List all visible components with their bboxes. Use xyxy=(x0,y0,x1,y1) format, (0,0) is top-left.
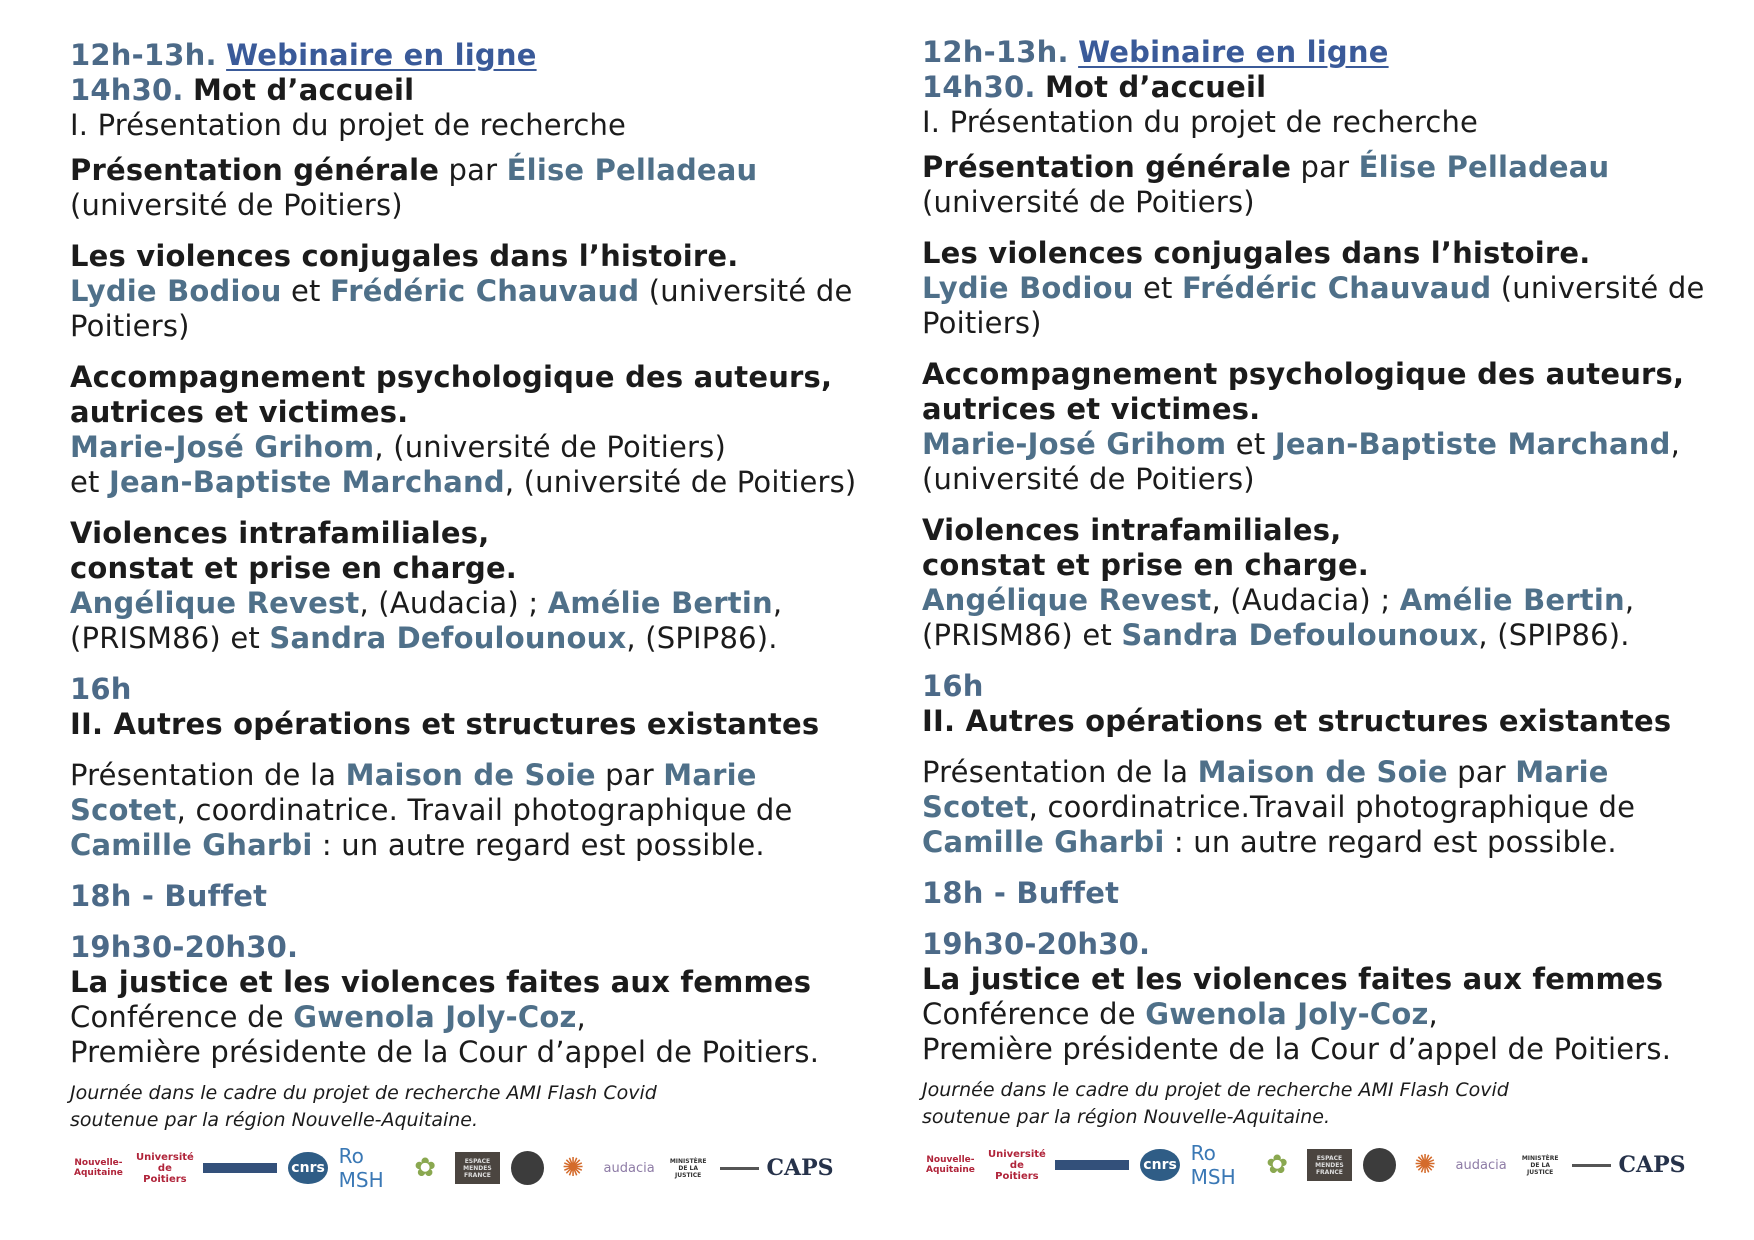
welcome-time: 14h30. xyxy=(70,73,184,107)
partner-logo-line xyxy=(1572,1164,1611,1167)
violence-talk-title: Violences intrafamiliales, xyxy=(70,516,490,550)
affiliation: (université de Poitiers) xyxy=(70,188,403,222)
par-text: par xyxy=(1300,150,1350,184)
photo-text: : un autre regard est possible. xyxy=(312,828,765,862)
university-logo: Université de Poitiers xyxy=(135,1151,194,1185)
speaker-name: Sandra Defoulounoux xyxy=(269,621,627,655)
affiliation: (université de xyxy=(1500,271,1705,305)
section-2-heading: II. Autres opérations et structures existantes xyxy=(922,704,1672,738)
section-1-heading: I. Présentation du projet de recherche xyxy=(70,108,627,142)
comma: , xyxy=(374,430,394,464)
comma: , xyxy=(772,586,783,620)
par-text: par xyxy=(595,758,664,792)
speaker-name: Angélique Revest xyxy=(922,583,1212,617)
violence-talk-title: constat et prise en charge. xyxy=(70,551,518,585)
affiliation: Poitiers) xyxy=(922,306,1042,340)
conference-time: 19h30-20h30. xyxy=(922,927,1151,961)
speaker-name: Gwenola Joly-Coz xyxy=(1145,997,1429,1031)
speaker-name: Sandra Defoulounoux xyxy=(1121,618,1479,652)
flame-logo: ✺ xyxy=(1414,1150,1436,1180)
welcome-time: 14h30. xyxy=(922,70,1036,104)
presentation-line xyxy=(70,153,830,188)
violence-speakers-2 xyxy=(70,621,830,656)
presentation-title: Présentation générale xyxy=(70,153,440,187)
par-text: par xyxy=(448,153,498,187)
webinar-line xyxy=(70,38,830,73)
affiliation: (université de Poitiers) xyxy=(922,462,1255,496)
organisation: , (Audacia) ; xyxy=(1211,583,1400,617)
speaker-name: Élise Pelladeau xyxy=(1358,150,1610,184)
speaker-name: Frédéric Chauvaud xyxy=(330,274,640,308)
audacia-logo: audacia xyxy=(603,1160,655,1176)
conference-text: Conférence de xyxy=(922,997,1146,1031)
presentation-title: Présentation générale xyxy=(922,150,1292,184)
organisation: , (SPIP86). xyxy=(626,621,778,655)
comma: , xyxy=(1624,583,1635,617)
comma: , xyxy=(576,1000,586,1034)
funding-note: soutenue par la région Nouvelle-Aquitaine. xyxy=(70,1109,479,1131)
maison-text: Présentation de la xyxy=(922,755,1198,789)
organisation: , (SPIP86). xyxy=(1478,618,1630,652)
flame-logo: ✺ xyxy=(562,1153,584,1183)
conference-title: La justice et les violences faites aux femmes xyxy=(70,965,812,999)
maison-text: Présentation de la xyxy=(70,758,346,792)
maison-line xyxy=(922,755,1682,790)
program-column-right xyxy=(922,35,1705,1189)
webinar-time: 12h-13h. xyxy=(70,38,217,72)
conference-title: La justice et les violences faites aux femmes xyxy=(922,962,1664,996)
ministry-logo: MINISTÈRE DE LA JUSTICE xyxy=(669,1157,707,1179)
conference-role: Première présidente de la Cour d’appel de Poitiers. xyxy=(922,1032,1672,1066)
webinar-time: 12h-13h. xyxy=(922,35,1069,69)
speaker-name: Angélique Revest xyxy=(70,586,360,620)
par-text: par xyxy=(1447,755,1516,789)
organisation: , (Audacia) ; xyxy=(359,586,548,620)
organisation: (PRISM86) et xyxy=(70,621,270,655)
photo-line xyxy=(70,828,830,863)
organisation-name: Maison de Soie xyxy=(345,758,596,792)
partner-logos xyxy=(70,1144,834,1192)
ministry-logo: MINISTÈRE DE LA JUSTICE xyxy=(1521,1154,1559,1176)
speaker-name: Lydie Bodiou xyxy=(70,274,282,308)
conference-speaker-line xyxy=(922,997,1682,1032)
maison-text: , coordinatrice. Travail photographique de xyxy=(176,793,793,827)
tree-logo: ✿ xyxy=(414,1153,437,1183)
speaker-name: Frédéric Chauvaud xyxy=(1182,271,1492,305)
violence-speakers xyxy=(922,583,1682,618)
photo-line xyxy=(922,825,1682,860)
comma: , xyxy=(504,465,524,499)
espace-logo: ESPACE MENDES FRANCE xyxy=(455,1152,500,1184)
psychology-talk-title: autrices et victimes. xyxy=(922,392,1261,426)
speaker-name: Marie-José Grihom xyxy=(922,427,1227,461)
history-speakers xyxy=(922,271,1705,306)
region-logo: Nouvelle-Aquitaine xyxy=(926,1155,975,1175)
webinar-line xyxy=(922,35,1682,70)
affiliation: (université de xyxy=(648,274,853,308)
conference-role: Première présidente de la Cour d’appel de Poitiers. xyxy=(70,1035,820,1069)
history-talk-title: Les violences conjugales dans l’histoire. xyxy=(922,236,1591,270)
speaker-name: Camille Gharbi xyxy=(70,828,313,862)
caps-logo: CAPS xyxy=(766,1155,834,1181)
violence-talk-title: constat et prise en charge. xyxy=(922,548,1370,582)
funding-note: soutenue par la région Nouvelle-Aquitaine. xyxy=(922,1106,1331,1128)
msh-logo: Ro MSH xyxy=(338,1144,384,1192)
program-column-left xyxy=(70,38,857,1192)
welcome-line xyxy=(70,73,830,108)
presentation-line xyxy=(922,150,1682,185)
speaker-name: Amélie Bertin xyxy=(1399,583,1625,617)
psychology-talk-title: autrices et victimes. xyxy=(70,395,409,429)
photo-text: : un autre regard est possible. xyxy=(1164,825,1617,859)
webinar-link[interactable]: Webinaire en ligne xyxy=(1078,35,1389,69)
espace-logo: ESPACE MENDES FRANCE xyxy=(1307,1149,1352,1181)
circle-logo xyxy=(511,1151,544,1185)
conference-time: 19h30-20h30. xyxy=(70,930,299,964)
affiliation: Poitiers) xyxy=(70,309,190,343)
maison-line xyxy=(70,758,830,793)
organisation-name: Maison de Soie xyxy=(1197,755,1448,789)
speaker-name: Gwenola Joly-Coz xyxy=(293,1000,577,1034)
speaker-name: Marie-José Grihom xyxy=(70,430,375,464)
comma: , xyxy=(1428,997,1438,1031)
partner-logo-line xyxy=(720,1167,759,1170)
history-speakers xyxy=(70,274,853,309)
speaker-name: Marie xyxy=(663,758,757,792)
speaker-name: Élise Pelladeau xyxy=(506,153,758,187)
psychology-speakers xyxy=(922,427,1682,462)
partner-logo-bar xyxy=(1055,1160,1130,1170)
partner-logo-bar xyxy=(203,1163,278,1173)
section-2-heading: II. Autres opérations et structures existantes xyxy=(70,707,820,741)
affiliation: (université de Poitiers) xyxy=(523,465,857,499)
maison-line-2 xyxy=(70,793,830,828)
time-16h: 16h xyxy=(70,672,132,706)
speaker-name: Scotet xyxy=(922,790,1029,824)
psychology-talk-title: Accompagnement psychologique des auteurs, xyxy=(922,357,1685,391)
violence-speakers-2 xyxy=(922,618,1682,653)
affiliation: (université de Poitiers) xyxy=(393,430,726,464)
psychology-talk-title: Accompagnement psychologique des auteurs, xyxy=(70,360,833,394)
tree-logo: ✿ xyxy=(1266,1150,1289,1180)
speaker-name: Scotet xyxy=(70,793,177,827)
cnrs-logo: cnrs xyxy=(288,1152,327,1184)
cnrs-logo: cnrs xyxy=(1140,1149,1179,1181)
conference-text: Conférence de xyxy=(70,1000,294,1034)
violence-talk-title: Violences intrafamiliales, xyxy=(922,513,1342,547)
speaker-name: Lydie Bodiou xyxy=(922,271,1134,305)
buffet-time: 18h - Buffet xyxy=(922,876,1120,910)
affiliation: (université de Poitiers) xyxy=(922,185,1255,219)
time-16h: 16h xyxy=(922,669,984,703)
history-talk-title: Les violences conjugales dans l’histoire. xyxy=(70,239,739,273)
welcome-line xyxy=(922,70,1682,105)
conference-speaker-line xyxy=(70,1000,830,1035)
et-text: et xyxy=(1143,271,1173,305)
msh-logo: Ro MSH xyxy=(1190,1141,1236,1189)
section-1-heading: I. Présentation du projet de recherche xyxy=(922,105,1479,139)
audacia-logo: audacia xyxy=(1455,1157,1507,1173)
region-logo: Nouvelle-Aquitaine xyxy=(74,1158,123,1178)
university-logo: Université de Poitiers xyxy=(987,1148,1046,1182)
speaker-name: Amélie Bertin xyxy=(547,586,773,620)
speaker-name: Jean-Baptiste Marchand xyxy=(109,465,505,499)
et-text: et xyxy=(70,465,110,499)
psychology-speakers xyxy=(70,430,830,465)
welcome-label: Mot d’accueil xyxy=(1045,70,1267,104)
partner-logos xyxy=(922,1141,1686,1189)
maison-line-2 xyxy=(922,790,1682,825)
welcome-label: Mot d’accueil xyxy=(193,73,415,107)
maison-text: , coordinatrice.Travail photographique de xyxy=(1028,790,1636,824)
webinar-link[interactable]: Webinaire en ligne xyxy=(226,38,537,72)
circle-logo xyxy=(1363,1148,1396,1182)
speaker-name: Camille Gharbi xyxy=(922,825,1165,859)
psychology-speakers-2 xyxy=(70,465,857,500)
organisation: (PRISM86) et xyxy=(922,618,1122,652)
funding-note: Journée dans le cadre du projet de recherche AMI Flash Covid xyxy=(922,1079,1509,1101)
violence-speakers xyxy=(70,586,830,621)
caps-logo: CAPS xyxy=(1618,1152,1686,1178)
et-text: et xyxy=(291,274,321,308)
funding-note: Journée dans le cadre du projet de recherche AMI Flash Covid xyxy=(70,1082,657,1104)
et-text: et xyxy=(1235,427,1266,461)
comma: , xyxy=(1670,427,1681,461)
speaker-name: Marie xyxy=(1515,755,1609,789)
speaker-name: Jean-Baptiste Marchand xyxy=(1274,427,1671,461)
buffet-time: 18h - Buffet xyxy=(70,879,268,913)
